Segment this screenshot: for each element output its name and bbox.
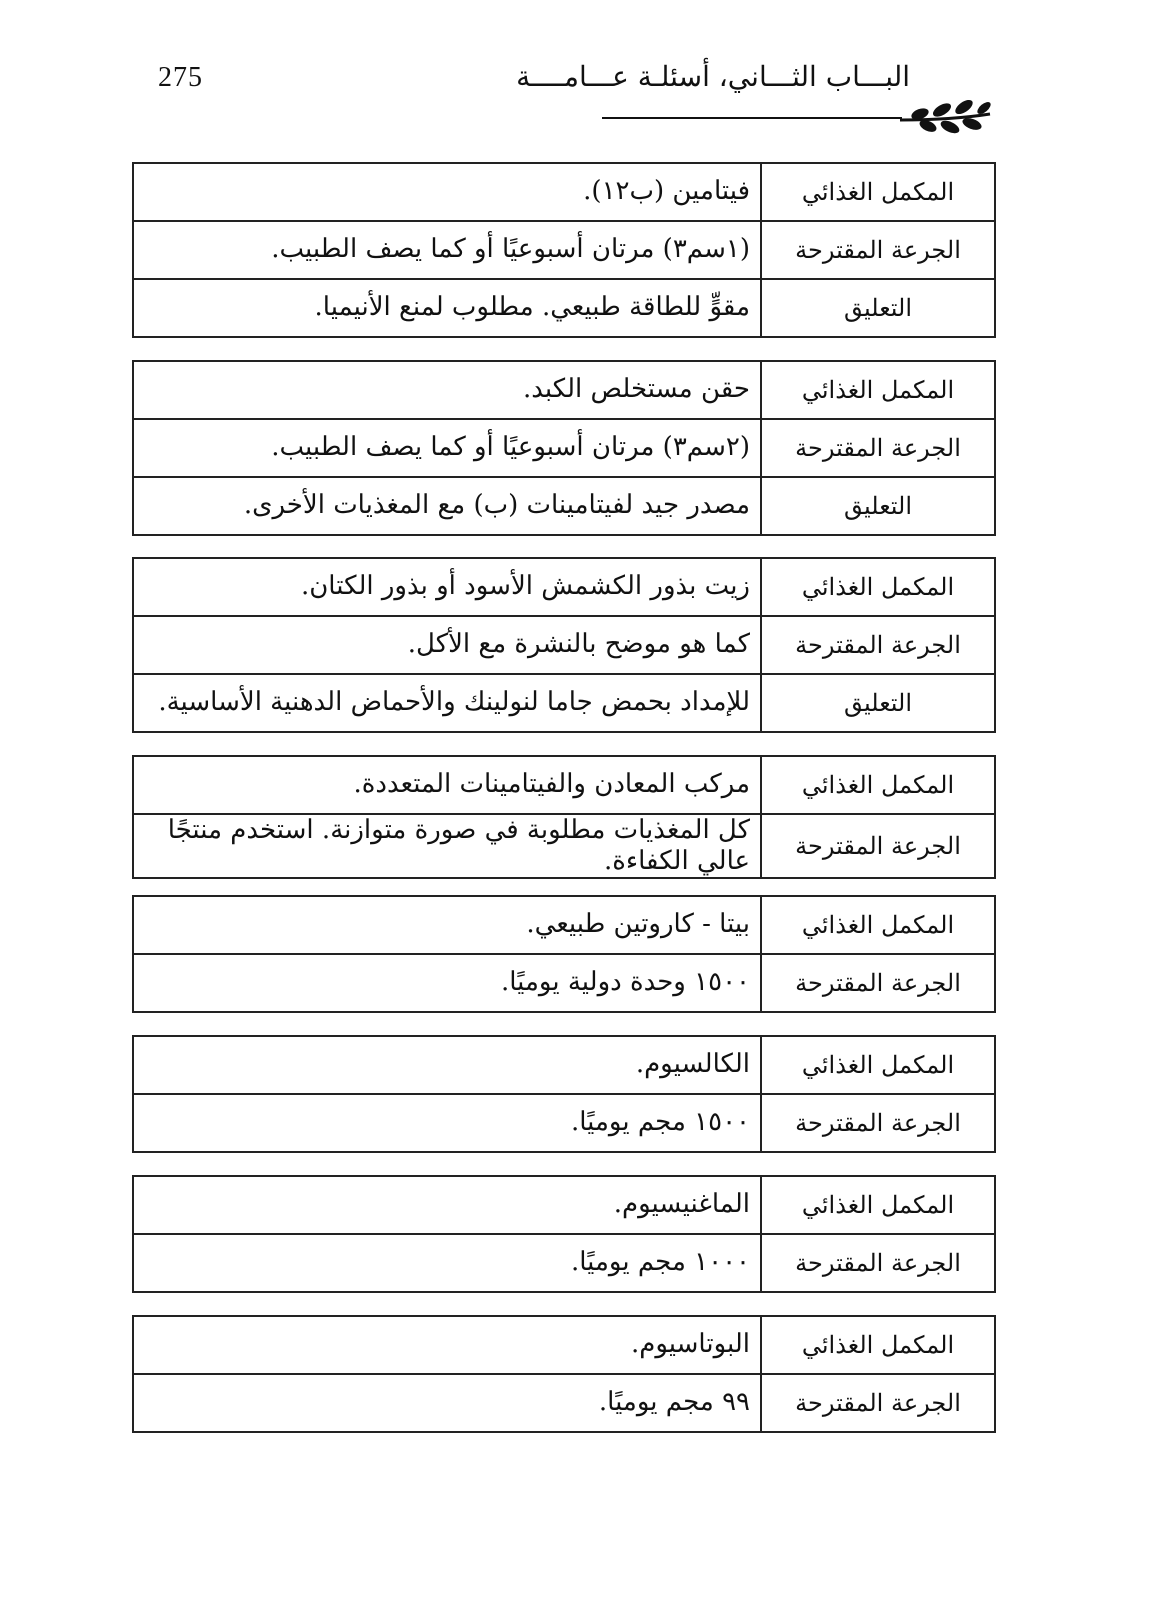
table-row xyxy=(133,279,995,337)
supplement-value: الكالسيوم. xyxy=(133,1036,761,1094)
supplement-value: البوتاسيوم. xyxy=(133,1316,761,1374)
comment-label: التعليق xyxy=(761,674,995,732)
supplement-label: المكمل الغذائي xyxy=(761,756,995,814)
supplement-value: بيتا - كاروتين طبيعي. xyxy=(133,896,761,954)
table-row xyxy=(133,616,995,674)
table-row xyxy=(133,1234,995,1292)
dose-value: كما هو موضح بالنشرة مع الأكل. xyxy=(133,616,761,674)
comment-value: مصدر جيد لفيتامينات (ب) مع المغذيات الأخرى. xyxy=(133,477,761,535)
supplement-label: المكمل الغذائي xyxy=(761,1176,995,1234)
dose-label: الجرعة المقترحة xyxy=(761,1234,995,1292)
supplement-value: الماغنيسيوم. xyxy=(133,1176,761,1234)
table-row xyxy=(133,1316,995,1374)
supplement-label: المكمل الغذائي xyxy=(761,361,995,419)
supplement-label: المكمل الغذائي xyxy=(761,1036,995,1094)
table-row xyxy=(133,477,995,535)
supplement-label: المكمل الغذائي xyxy=(761,163,995,221)
table-row xyxy=(133,1036,995,1094)
supplement-value: مركب المعادن والفيتامينات المتعددة. xyxy=(133,756,761,814)
table-row xyxy=(133,756,995,814)
table-row xyxy=(133,674,995,732)
supplement-label: المكمل الغذائي xyxy=(761,1316,995,1374)
dose-value: كل المغذيات مطلوبة في صورة متوازنة. استخدم منتجًا عالي الكفاءة. xyxy=(133,814,761,878)
dose-label: الجرعة المقترحة xyxy=(761,616,995,674)
dose-value: ٩٩ مجم يوميًا. xyxy=(133,1374,761,1432)
supplement-value: حقن مستخلص الكبد. xyxy=(133,361,761,419)
leaf-ornament-icon xyxy=(898,96,994,140)
supplement-table xyxy=(132,162,996,338)
supplement-label: المكمل الغذائي xyxy=(761,896,995,954)
table-row xyxy=(133,1094,995,1152)
dose-label: الجرعة المقترحة xyxy=(761,814,995,878)
table-row xyxy=(133,419,995,477)
dose-value: ١٠٠٠ مجم يوميًا. xyxy=(133,1234,761,1292)
comment-value: للإمداد بحمض جاما لنولينك والأحماض الدهنية الأساسية. xyxy=(133,674,761,732)
header-rule xyxy=(602,117,902,119)
supplement-value: زيت بذور الكشمش الأسود أو بذور الكتان. xyxy=(133,558,761,616)
dose-label: الجرعة المقترحة xyxy=(761,1094,995,1152)
supplement-table xyxy=(132,360,996,536)
dose-value: ١٥٠٠ مجم يوميًا. xyxy=(133,1094,761,1152)
supplement-table xyxy=(132,755,996,879)
dose-value: ١٥٠٠ وحدة دولية يوميًا. xyxy=(133,954,761,1012)
table-row xyxy=(133,361,995,419)
table-row xyxy=(133,1176,995,1234)
supplement-table xyxy=(132,1315,996,1433)
supplement-table xyxy=(132,895,996,1013)
table-row xyxy=(133,163,995,221)
table-row xyxy=(133,1374,995,1432)
dose-value: (٢سم٣) مرتان أسبوعيًا أو كما يصف الطبيب. xyxy=(133,419,761,477)
table-row xyxy=(133,558,995,616)
supplement-value: فيتامين (ب١٢). xyxy=(133,163,761,221)
comment-label: التعليق xyxy=(761,279,995,337)
dose-label: الجرعة المقترحة xyxy=(761,954,995,1012)
running-header: البـــاب الثـــاني، أسئلـة عـــامــــة xyxy=(516,60,910,93)
dose-label: الجرعة المقترحة xyxy=(761,1374,995,1432)
dose-label: الجرعة المقترحة xyxy=(761,221,995,279)
dose-value: (١سم٣) مرتان أسبوعيًا أو كما يصف الطبيب. xyxy=(133,221,761,279)
table-row xyxy=(133,954,995,1012)
comment-label: التعليق xyxy=(761,477,995,535)
comment-value: مقوٍّ للطاقة طبيعي. مطلوب لمنع الأنيميا. xyxy=(133,279,761,337)
table-row xyxy=(133,896,995,954)
supplement-table xyxy=(132,557,996,733)
dose-label: الجرعة المقترحة xyxy=(761,419,995,477)
supplement-table xyxy=(132,1035,996,1153)
supplement-table xyxy=(132,1175,996,1293)
supplement-label: المكمل الغذائي xyxy=(761,558,995,616)
table-row xyxy=(133,814,995,878)
table-row xyxy=(133,221,995,279)
page-number: 275 xyxy=(158,62,203,93)
